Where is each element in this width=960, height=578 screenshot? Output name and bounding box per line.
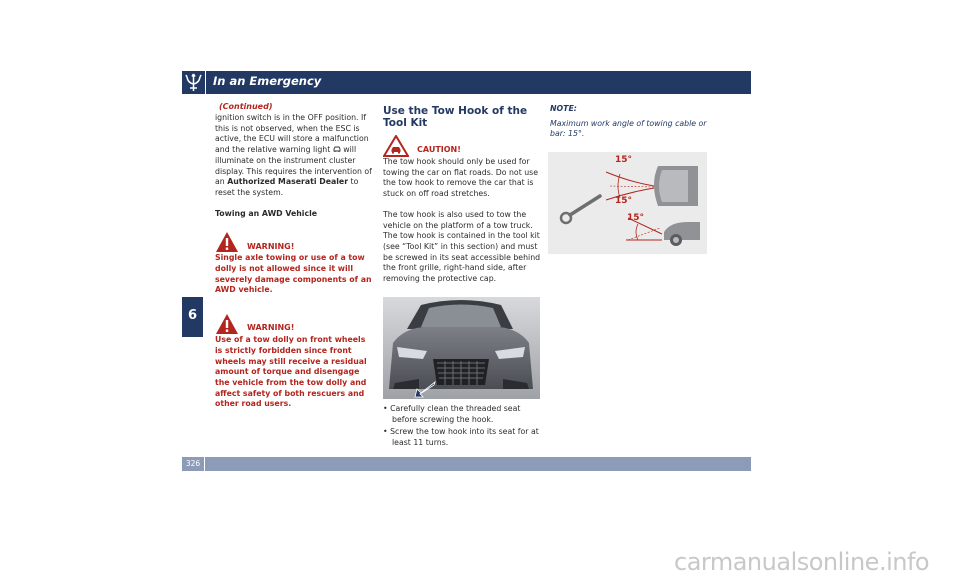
continued-label: (Continued)	[219, 102, 273, 111]
angle-label-middle: 15°	[615, 196, 633, 206]
car-warning-light-icon	[333, 145, 341, 154]
list-item: • Carefully clean the threaded seat before screwing the hook.	[383, 404, 521, 424]
caution-header	[383, 135, 541, 157]
steps-list	[383, 404, 541, 449]
chapter-title: In an Emergency	[213, 74, 322, 88]
warning-2-header	[215, 313, 375, 335]
chapter-number: 6	[187, 308, 198, 323]
warning-1-header	[215, 231, 375, 253]
text-run: to reset the system.	[215, 177, 359, 197]
section-heading-tow-hook: Use the Tow Hook of the Tool Kit	[383, 105, 528, 129]
note-label: NOTE:	[550, 104, 577, 113]
text-run: ignition switch is in the OFF position. If this is not observed, when the ESC is active, the ECU will store a malfunction and the relative warning light	[215, 113, 369, 155]
column-1	[215, 113, 375, 410]
watermark-text: carmanualsonline.info	[674, 548, 930, 576]
dealer-name: Authorized Maserati Dealer	[227, 177, 349, 187]
tow-hook-icon	[561, 196, 600, 223]
caution-car-icon	[383, 135, 409, 157]
warning-2-text: Use of a tow dolly on front wheels is strictly forbidden since front wheels may still receive a residual amount of torque and disengage the vehicle from the tow dolly and affect safety of both rescuers and other road users.	[215, 335, 367, 409]
list-item: • Screw the tow hook into its seat for at least 11 turns.	[383, 427, 539, 448]
caution-text: The tow hook should only be used for towing the car on flat roads. Do not use the tow hook to remove the car that is stuck on off road stretches.	[383, 157, 539, 199]
trident-logo-icon	[182, 71, 206, 94]
warning-2-label: WARNING!	[247, 323, 295, 333]
warning-1-label: WARNING!	[247, 241, 295, 251]
section-heading-awd: Towing an AWD Vehicle	[215, 208, 318, 218]
column-3	[550, 104, 710, 140]
page-number: 326	[185, 459, 201, 468]
page-number-box	[182, 457, 205, 471]
car-front-photo	[383, 297, 540, 399]
esc-paragraph	[215, 113, 375, 199]
tow-hook-paragraph: The tow hook is also used to tow the vehicle on the platform of a tow truck. The tow hook is contained in the tool kit (see “Tool Kit” in this section) and must be screwed in its seat accessible behind the front grille, right-hand side, after removing the protective cap.	[383, 209, 541, 284]
text-run: will illuminate on the instrument cluster display. This requires the intervention of an	[215, 145, 372, 187]
caution-label: CAUTION!	[417, 145, 461, 155]
warning-triangle-icon	[215, 231, 239, 253]
page-footer	[182, 457, 751, 471]
chapter-tab	[182, 297, 203, 337]
angle-label-lower: 15°	[627, 213, 645, 223]
warning-triangle-icon	[215, 313, 239, 335]
chapter-header	[182, 71, 751, 94]
warning-1-text: Single axle towing or use of a tow dolly is not allowed since it will severely damage components of an AWD vehicle.	[215, 253, 372, 295]
angle-label-upper: 15°	[615, 155, 633, 165]
column-2	[383, 105, 541, 285]
towing-angle-diagram	[548, 152, 707, 254]
note-text: Maximum work angle of towing cable or bar: 15°.	[550, 118, 707, 139]
